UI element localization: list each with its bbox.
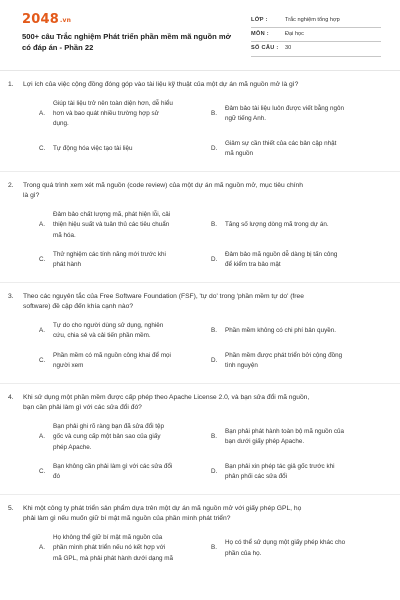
site-logo[interactable]	[22, 12, 71, 27]
question-text	[8, 80, 378, 91]
question-separator	[0, 282, 400, 283]
option-letter: D.	[211, 468, 218, 476]
answer-option[interactable]	[39, 139, 204, 160]
answer-option[interactable]	[39, 250, 204, 271]
option-text	[53, 144, 203, 154]
answer-option[interactable]	[39, 533, 204, 564]
question-item	[0, 181, 400, 282]
option-letter: A.	[39, 109, 45, 117]
question-text	[8, 393, 378, 414]
answer-option[interactable]	[211, 139, 376, 160]
option-letter: C.	[39, 468, 46, 476]
option-line: ngữ tiếng Anh.	[225, 115, 266, 123]
document-title: 500+ câu Trắc nghiệm Phát triển phần mềm mã nguồn mở có đáp án - Phần 22	[22, 32, 232, 52]
answer-options	[0, 525, 400, 575]
question-line: Trong quá trình xem xét mã nguồn (code review) của một dự án mã nguồn mở, mục tiêu chính	[23, 181, 303, 189]
option-line: Bạn phải phát hành toàn bộ mã nguồn của	[225, 427, 345, 435]
question-line: là gì?	[23, 192, 40, 200]
header-divider	[0, 70, 400, 71]
question-separator	[0, 383, 400, 384]
option-line: mã hóa.	[53, 231, 76, 239]
option-text	[53, 210, 203, 241]
option-text	[53, 351, 203, 372]
option-line: người xem	[53, 362, 84, 370]
question-line: Lợi ích của việc cộng đồng đóng góp vào tài liệu kỹ thuật của một dự án mã nguồn mở là gì?	[23, 81, 299, 88]
option-line: Thử nghiệm các tính năng mới trước khi	[53, 250, 166, 258]
option-text	[53, 250, 203, 271]
answer-option[interactable]	[211, 351, 376, 372]
option-letter: A.	[39, 433, 45, 441]
option-line: phép Apache.	[53, 443, 92, 451]
answer-option[interactable]	[211, 533, 376, 564]
option-letter: B.	[211, 109, 217, 117]
question-number: 3.	[8, 292, 14, 300]
meta-label: SỐ CÂU :	[251, 45, 279, 52]
answer-option[interactable]	[39, 321, 204, 342]
option-text	[53, 462, 203, 483]
question-line: software) đề cập đến khía cạnh nào?	[23, 303, 134, 311]
option-text	[225, 326, 375, 336]
option-text	[225, 538, 375, 559]
question-item	[0, 504, 400, 575]
option-letter: A.	[39, 544, 45, 552]
question-item	[0, 80, 400, 171]
option-line: phần của họ.	[225, 549, 262, 557]
option-line: Họ có thể sử dụng một giấy phép khác cho	[225, 539, 346, 547]
answer-option[interactable]	[39, 210, 204, 241]
question-separator	[0, 494, 400, 495]
option-line: phần mình phát triển nếu nó kết hợp với	[53, 544, 166, 552]
option-text	[53, 321, 203, 342]
question-number: 2.	[8, 181, 14, 189]
option-line: bạn dưới giấy phép Apache.	[225, 438, 305, 446]
answer-option[interactable]	[39, 351, 204, 372]
question-number: 1.	[8, 81, 14, 88]
answer-options	[0, 414, 400, 494]
option-text	[53, 99, 203, 130]
option-letter: D.	[211, 356, 218, 364]
option-letter: D.	[211, 144, 218, 152]
question-line: Theo các nguyên tắc của Free Software Foundation (FSF), 'tự do' trong 'phần mềm tự do' (free	[23, 292, 304, 300]
option-letter: C.	[39, 144, 46, 152]
option-line: Bạn không cần phải làm gì với các sửa đổi	[53, 462, 173, 470]
option-line: Bạn phải ghi rõ ràng bạn đã sửa đổi tệp	[53, 422, 164, 430]
option-text	[225, 427, 375, 448]
answer-option[interactable]	[39, 462, 204, 483]
option-line: Giảm sự cần thiết của các bản cập nhật	[225, 139, 337, 147]
option-line: Tự do cho người dùng sử dụng, nghiên	[53, 321, 164, 329]
option-letter: B.	[211, 433, 217, 441]
option-line: hơn và bao quát nhiều trường hợp sử	[53, 110, 159, 117]
option-text	[225, 351, 375, 372]
answer-option[interactable]	[39, 99, 204, 130]
option-letter: D.	[211, 256, 218, 264]
option-text	[225, 104, 375, 125]
document-meta	[251, 14, 381, 57]
answer-option[interactable]	[211, 99, 376, 130]
option-line: Giúp tài liệu trở nên toàn diện hơn, dễ hiểu	[53, 99, 173, 107]
option-line: Bạn phải xin phép tác giả gốc trước khi	[225, 462, 335, 470]
question-item	[0, 292, 400, 383]
option-line: phân phối các sửa đổi	[225, 473, 287, 481]
answer-option[interactable]	[211, 210, 376, 241]
meta-value: Đại học	[285, 31, 304, 38]
question-separator	[0, 171, 400, 172]
question-item	[0, 393, 400, 494]
option-text	[225, 250, 375, 271]
option-line: phát hành	[53, 261, 82, 269]
logo-text: 2048	[22, 12, 59, 27]
option-line: mã nguồn	[225, 150, 254, 158]
question-number: 4.	[8, 393, 14, 401]
question-list	[0, 80, 400, 575]
question-line: Khi một công ty phát triển sản phẩm dựa trên một dự án mã nguồn mở với giấy phép GPL, họ	[23, 504, 302, 512]
answer-option[interactable]	[39, 422, 204, 453]
document-header	[0, 0, 400, 66]
option-line: để kiểm tra bảo mật	[225, 261, 281, 269]
option-text	[53, 533, 203, 564]
option-line: đó	[53, 473, 61, 481]
answer-options	[0, 91, 400, 171]
answer-option[interactable]	[211, 462, 376, 483]
option-letter: B.	[211, 544, 217, 552]
option-letter: A.	[39, 221, 45, 229]
option-line: mã GPL, mà phải phát hành dưới dạng mã	[53, 554, 174, 562]
option-letter: C.	[39, 256, 46, 264]
meta-row-count	[251, 42, 381, 56]
option-line: Tăng số lượng dòng mã trong dự án.	[225, 221, 329, 229]
option-letter: C.	[39, 356, 46, 364]
option-text	[225, 220, 375, 230]
option-line: dụng.	[53, 120, 69, 128]
option-line: Đảm bảo chất lượng mã, phát hiện lỗi, cải	[53, 210, 171, 218]
logo-tld: .vn	[59, 17, 72, 24]
option-line: gốc và cung cấp một bản sao của giấy	[53, 433, 161, 441]
question-text	[8, 292, 378, 313]
option-text	[225, 462, 375, 483]
option-line: tình nguyện	[225, 362, 258, 370]
option-line: Tự động hóa việc tạo tài liệu	[53, 144, 133, 152]
meta-row-subject	[251, 28, 381, 42]
answer-options	[0, 313, 400, 383]
option-line: Đảm bảo mã nguồn dễ dàng bị tấn công	[225, 250, 338, 258]
option-text	[53, 422, 203, 453]
meta-label: MÔN :	[251, 31, 269, 38]
option-line: Phần mềm có mã nguồn công khai để mọi	[53, 351, 171, 359]
option-line: Họ không thể giữ bí mật mã nguồn của	[53, 533, 163, 541]
option-letter: B.	[211, 327, 217, 335]
answer-options	[0, 202, 400, 282]
answer-option[interactable]	[211, 250, 376, 271]
question-text	[8, 504, 378, 525]
question-line: bạn cần phải làm gì với các sửa đổi đó?	[23, 404, 142, 412]
meta-value: Trắc nghiệm tổng hợp	[285, 17, 340, 23]
option-line: Phần mềm không có chi phí bản quyền.	[225, 327, 336, 335]
option-line: cứu, chia sẻ và cải tiến phần mềm.	[53, 332, 151, 340]
option-letter: B.	[211, 221, 217, 229]
option-line: Đảm bảo tài liệu luôn được viết bằng ngôn	[225, 104, 344, 112]
option-line: thiện hiệu suất và tuân thủ các tiêu chuẩn	[53, 221, 170, 229]
option-text	[225, 139, 375, 160]
option-line: Phần mềm được phát triển bởi cộng đồng	[225, 351, 343, 359]
answer-option[interactable]	[211, 321, 376, 342]
question-number: 5.	[8, 504, 14, 512]
meta-value: 30	[285, 45, 292, 52]
question-text	[8, 181, 378, 202]
question-line: Khi sử dụng một phần mềm được cấp phép theo Apache License 2.0, và bạn sửa đổi mã nguồn,	[23, 393, 310, 401]
option-letter: A.	[39, 327, 45, 335]
meta-row-class	[251, 14, 381, 28]
question-line: phải làm gì nếu muốn giữ bí mật mã nguồn của phần mình phát triển?	[23, 515, 231, 523]
meta-label: LỚP :	[251, 17, 268, 23]
answer-option[interactable]	[211, 422, 376, 453]
